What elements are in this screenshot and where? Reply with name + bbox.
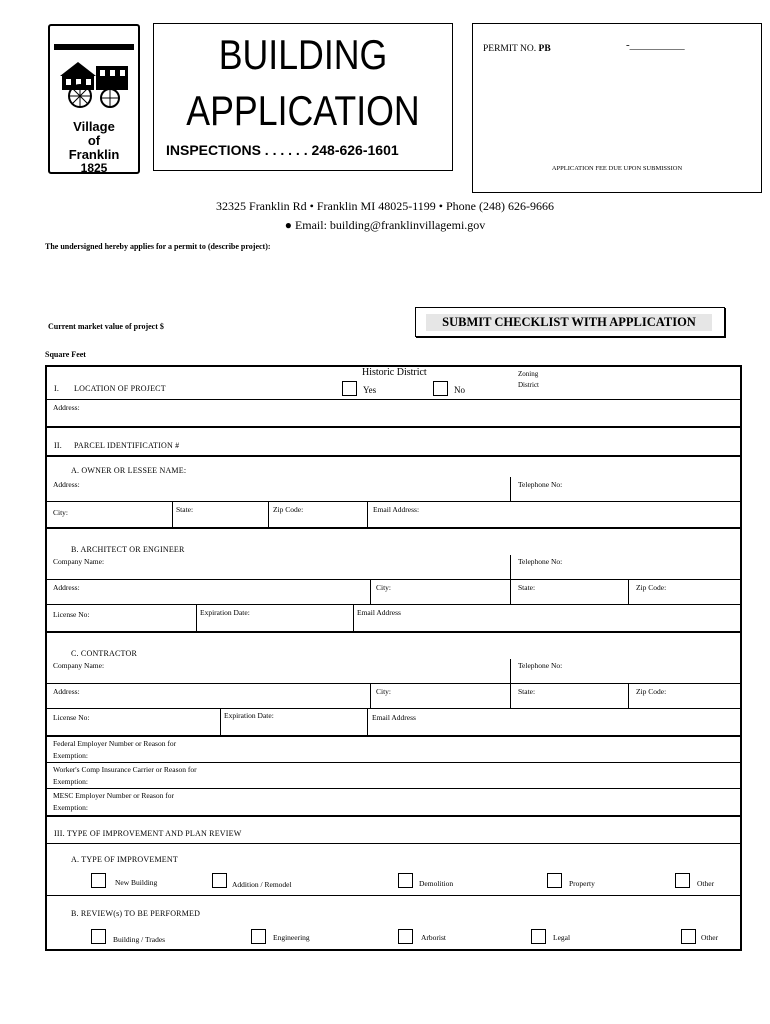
contractor-zip-label: Zip Code: <box>636 687 667 696</box>
fein-label-1: Federal Employer Number or Reason for <box>53 739 177 748</box>
review-other-checkbox[interactable] <box>681 929 696 944</box>
contractor-expiration-label: Expiration Date: <box>224 711 274 720</box>
architect-address-label: Address: <box>53 583 80 592</box>
architect-email-label: Email Address <box>357 608 401 617</box>
contractor-state-label: State: <box>518 687 536 696</box>
owner-zip-label: Zip Code: <box>273 505 304 514</box>
fein-label-2: Exemption: <box>53 751 88 760</box>
permit-number-label: PERMIT NO. PB <box>483 44 551 54</box>
architect-expiration-label: Expiration Date: <box>200 608 250 617</box>
type-demolition-checkbox[interactable] <box>398 873 413 888</box>
square-feet-label: Square Feet <box>45 350 86 359</box>
owner-email-label: Email Address: <box>373 505 420 514</box>
owner-title: A. OWNER OR LESSEE NAME: <box>71 466 187 475</box>
permit-box <box>472 23 762 193</box>
architect-telephone-label: Telephone No: <box>518 557 563 566</box>
architect-title: B. ARCHITECT OR ENGINEER <box>71 545 185 554</box>
market-value-label: Current market value of project $ <box>48 322 164 331</box>
architect-city-label: City: <box>376 583 392 592</box>
logo-text-of: of <box>87 133 101 148</box>
village-address: 32325 Franklin Rd • Franklin MI 48025-1199 • Phone (248) 626-9666 <box>216 199 554 213</box>
owner-telephone-label: Telephone No: <box>518 480 563 489</box>
contractor-telephone-label: Telephone No: <box>518 661 563 670</box>
historic-no-checkbox[interactable] <box>433 381 448 396</box>
title-application: APPLICATION <box>186 87 420 134</box>
zoning-label-1: Zoning <box>518 370 539 378</box>
review-arborist-label: Arborist <box>421 933 446 942</box>
permit-prefix: PB <box>538 44 551 54</box>
contractor-title: C. CONTRACTOR <box>71 649 138 658</box>
review-building-checkbox[interactable] <box>91 929 106 944</box>
carriage-building-icon <box>50 36 138 108</box>
historic-no-label: No <box>454 385 465 395</box>
workers-comp-label-2: Exemption: <box>53 777 88 786</box>
review-legal-checkbox[interactable] <box>531 929 546 944</box>
type-new-building-checkbox[interactable] <box>91 873 106 888</box>
review-engineering-label: Engineering <box>273 933 310 942</box>
contractor-address-label: Address: <box>53 687 80 696</box>
historic-yes-label: Yes <box>363 385 377 395</box>
contractor-city-label: City: <box>376 687 392 696</box>
intro-text: The undersigned hereby applies for a permit to (describe project): <box>45 242 271 251</box>
logo-text-village: Village <box>73 119 115 134</box>
workers-comp-label-1: Worker's Comp Insurance Carrier or Reason for <box>53 765 197 774</box>
mesc-label-2: Exemption: <box>53 803 88 812</box>
type-property-checkbox[interactable] <box>547 873 562 888</box>
village-logo <box>48 24 140 174</box>
checklist-banner-inner: SUBMIT CHECKLIST WITH APPLICATION <box>426 314 712 331</box>
section-1-title: LOCATION OF PROJECT <box>74 384 166 393</box>
permit-number-blank[interactable]: -__________ <box>626 39 685 51</box>
section-2-title: PARCEL IDENTIFICATION # <box>74 441 180 450</box>
type-addition-checkbox[interactable] <box>212 873 227 888</box>
section-3-title: III. TYPE OF IMPROVEMENT AND PLAN REVIEW <box>54 829 242 838</box>
contractor-license-label: License No: <box>53 713 90 722</box>
logo-text-franklin: Franklin <box>68 147 120 162</box>
type-new-building-label: New Building <box>115 878 158 887</box>
section-1-number: I. <box>54 384 60 393</box>
type-property-label: Property <box>569 879 595 888</box>
architect-company-label: Company Name: <box>53 557 105 566</box>
mesc-label-1: MESC Employer Number or Reason for <box>53 791 175 800</box>
contractor-company-label: Company Name: <box>53 661 105 670</box>
architect-state-label: State: <box>518 583 536 592</box>
improvement-type-title: A. TYPE OF IMPROVEMENT <box>71 855 178 864</box>
village-email: ● Email: building@franklinvillagemi.gov <box>284 218 486 232</box>
review-title: B. REVIEW(s) TO BE PERFORMED <box>71 909 201 918</box>
checklist-banner <box>415 307 725 337</box>
inspections-phone: INSPECTIONS . . . . . . 248-626-1601 <box>166 142 399 158</box>
review-engineering-checkbox[interactable] <box>251 929 266 944</box>
section-2-number: II. <box>54 441 62 450</box>
contractor-email-label: Email Address <box>372 713 416 722</box>
owner-address-label: Address: <box>53 480 80 489</box>
review-arborist-checkbox[interactable] <box>398 929 413 944</box>
location-address-label: Address: <box>53 403 80 412</box>
zoning-label-2: District <box>518 381 539 389</box>
owner-city-label: City: <box>53 508 69 517</box>
architect-zip-label: Zip Code: <box>636 583 667 592</box>
type-demolition-label: Demolition <box>419 879 454 888</box>
type-other-checkbox[interactable] <box>675 873 690 888</box>
historic-yes-checkbox[interactable] <box>342 381 357 396</box>
type-other-label: Other <box>697 879 715 888</box>
title-box <box>153 23 453 171</box>
bullet-icon: ● <box>284 218 295 232</box>
architect-license-label: License No: <box>53 610 90 619</box>
review-building-label: Building / Trades <box>113 935 166 944</box>
review-other-label: Other <box>701 933 719 942</box>
logo-text-year: 1825 <box>80 161 108 175</box>
title-building: BUILDING <box>218 31 388 78</box>
type-addition-label: Addition / Remodel <box>232 880 292 889</box>
historic-district-label: Historic District <box>362 367 427 378</box>
fee-note: APPLICATION FEE DUE UPON SUBMISSION <box>551 165 683 172</box>
owner-state-label: State: <box>176 505 194 514</box>
review-legal-label: Legal <box>553 933 571 942</box>
